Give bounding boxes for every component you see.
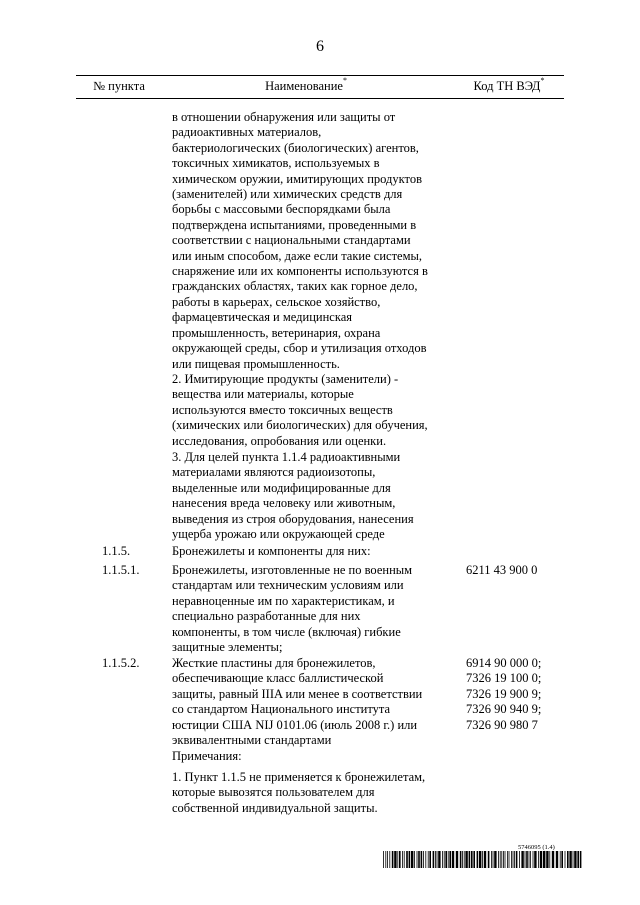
header-name: Наименование* [265, 76, 347, 93]
page-number: 6 [316, 38, 324, 55]
text-block: 3. Для целей пункта 1.1.4 радиоактивными материалами являются радиоизотопы, выделенные или модифицированные для нанесения вреда человеку или животным, выведения из строя оборудования, нанесения ущерба урожаю или окружающей среде [172, 450, 414, 542]
header-code: Код ТН ВЭД* [473, 76, 545, 93]
barcode [383, 851, 583, 868]
tn-ved-codes: 6914 90 000 0; 7326 19 100 0; 7326 19 900 9; 7326 90 940 9; 7326 90 980 7 [466, 656, 542, 732]
text-block: 1. Пункт 1.1.5 не применяется к бронежилетам, которые вывозятся пользователем для собственной индивидуальной защиты. [172, 770, 426, 815]
text-block: Бронежилеты и компоненты для них: [172, 544, 371, 558]
header-code-asterisk: * [540, 76, 545, 85]
item-number: 1.1.5. [102, 544, 131, 558]
text-block: 2. Имитирующие продукты (заменители) - вещества или материалы, которые используются вместо токсичных веществ (химических или биологических) для обучения, исследования, опробования или оценки. [172, 372, 428, 448]
item-number: 1.1.5.1. [102, 563, 140, 577]
notes-heading: Примечания: [172, 749, 242, 763]
text-block: в отношении обнаружения или защиты от радиоактивных материалов, бактериологических (биологических) агентов, токсичных химикатов, используемых в химическом оружии, имитирующих продуктов (заменителей) или химических средств для борьбы с массовыми беспорядками была подтверждена испытаниями, проведенными в соответствии с национальными стандартами или иным способом, даже если такие системы, снаряжение или их компоненты используются в гражданских областях, таких как горное дело, работы в карьерах, сельское хозяйство, фармацевтическая и медицинская промышленность, ветеринария, охрана окружающей среды, сбор и утилизация отходов или пищевая промышленность. [172, 110, 428, 371]
tn-ved-codes: 6211 43 900 0 [466, 563, 538, 577]
document-id: 5746095 (1.4) [518, 844, 555, 851]
header-item-number: № пункта [93, 79, 145, 93]
table-header [76, 75, 564, 99]
item-number: 1.1.5.2. [102, 656, 140, 670]
text-block: Жесткие пластины для бронежилетов, обеспечивающие класс баллистической защиты, равный IIIA или менее в соответствии со стандартом Национального института юстиции США NIJ 0101.06 (июль 2008 г.) или эквивалентными стандартами [172, 656, 423, 748]
header-name-asterisk: * [342, 76, 347, 85]
text-block: Бронежилеты, изготовленные не по военным стандартам или техническим условиям или неравноценные им по характеристикам, и специально разработанные для них компоненты, в том числе (включая) гибкие защитные элементы; [172, 563, 413, 655]
